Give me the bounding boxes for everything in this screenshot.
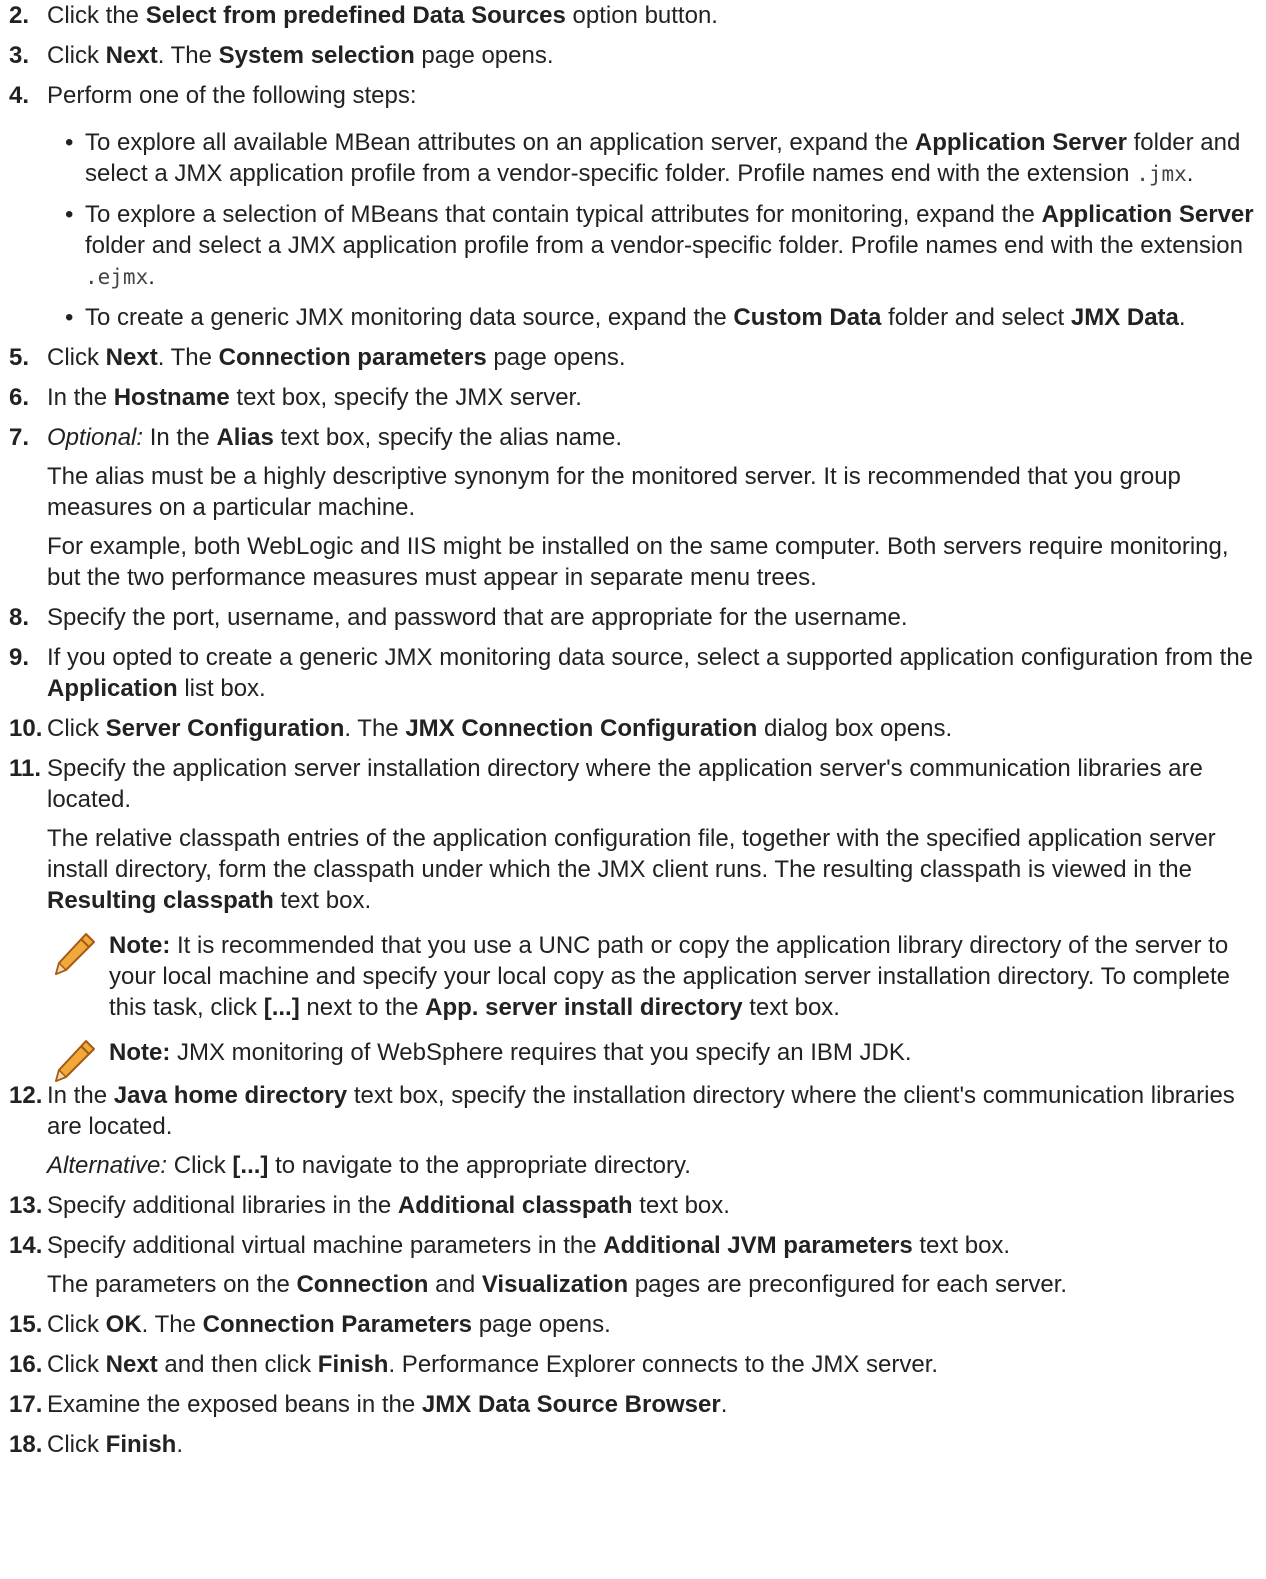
step-text xyxy=(47,602,1262,633)
step-number: 15. xyxy=(9,1311,43,1338)
step-text xyxy=(47,1309,1262,1340)
step-number: 10. xyxy=(9,715,43,742)
step-paragraph xyxy=(47,531,1262,593)
text-run: text box, specify the JMX server. xyxy=(229,384,582,411)
step-item xyxy=(0,80,1266,333)
step-text xyxy=(47,80,1262,111)
text-run: . xyxy=(1186,160,1194,187)
text-run: . The xyxy=(157,42,219,69)
text-run: Click xyxy=(47,1351,106,1378)
step-item xyxy=(0,1190,1266,1221)
text-run: Perform one of the following steps: xyxy=(47,82,417,109)
step-number: 18. xyxy=(9,1431,43,1458)
step-text xyxy=(47,1190,1262,1221)
text-run: The relative classpath entries of the application configuration file, together with the specified application server install directory, form the classpath under which the JMX client runs. The resulting classpath is viewed in the xyxy=(47,825,1216,883)
step-item xyxy=(0,1309,1266,1340)
text-run: next to the xyxy=(299,994,426,1021)
text-run: page opens. xyxy=(486,344,626,371)
step-text xyxy=(47,713,1262,744)
bold-term: Note: xyxy=(109,932,171,959)
step-text xyxy=(47,1389,1262,1420)
bullet-item xyxy=(47,127,1262,190)
text-run: Click xyxy=(47,1311,106,1338)
text-run: . The xyxy=(344,715,406,742)
text-run: The parameters on the xyxy=(47,1271,297,1298)
step-text xyxy=(47,40,1262,71)
step-paragraph xyxy=(47,1269,1262,1300)
step-item xyxy=(0,0,1266,31)
text-run: Examine the exposed beans in the xyxy=(47,1391,422,1418)
step-number: 16. xyxy=(9,1351,43,1378)
step-item xyxy=(0,382,1266,413)
text-run: In the xyxy=(143,424,217,451)
bold-term: System selection xyxy=(218,42,415,69)
pencil-icon xyxy=(50,1037,98,1085)
step-text xyxy=(47,342,1262,373)
text-run: page opens. xyxy=(472,1311,611,1338)
text-run: . The xyxy=(157,344,219,371)
step-number: 3. xyxy=(9,42,30,69)
bullet-item xyxy=(47,199,1262,293)
note-text xyxy=(109,930,1262,1023)
text-run: To explore all available MBean attributes on an application server, expand the xyxy=(85,129,915,156)
step-text xyxy=(47,1349,1262,1380)
bold-term: JMX Data xyxy=(1070,304,1179,331)
bold-term: [...] xyxy=(232,1152,269,1179)
step-number: 11. xyxy=(9,755,42,782)
bold-term: Connection parameters xyxy=(218,344,487,371)
step-number: 2. xyxy=(9,2,30,29)
text-run: Click xyxy=(47,715,106,742)
text-run: list box. xyxy=(177,675,266,702)
text-run: folder and select a JMX application profile from a vendor-specific folder. Profile names end with the extension xyxy=(85,232,1243,259)
text-run: Click the xyxy=(47,2,146,29)
step-paragraph xyxy=(47,1150,1262,1181)
bold-term: Visualization xyxy=(481,1271,629,1298)
text-run: text box. xyxy=(742,994,840,1021)
step-item xyxy=(0,642,1266,704)
step-item xyxy=(0,602,1266,633)
text-run: dialog box opens. xyxy=(757,715,953,742)
bold-term: Finish xyxy=(317,1351,389,1378)
step-text xyxy=(47,0,1262,31)
step-item xyxy=(0,1080,1266,1181)
step-number: 17. xyxy=(9,1391,43,1418)
bold-term: OK xyxy=(105,1311,142,1338)
bold-term: Custom Data xyxy=(733,304,882,331)
text-run: text box, specify the installation directory where the client's communication libraries are located. xyxy=(47,1082,1235,1140)
step-number: 4. xyxy=(9,82,30,109)
step-item xyxy=(0,753,1266,1068)
note-block xyxy=(47,930,1262,1023)
text-run: text box. xyxy=(632,1192,730,1219)
step-text xyxy=(47,382,1262,413)
bold-term: Next xyxy=(105,42,158,69)
text-run: In the xyxy=(47,384,114,411)
step-number: 12. xyxy=(9,1082,43,1109)
text-run: To create a generic JMX monitoring data source, expand the xyxy=(85,304,734,331)
bullet-icon: • xyxy=(65,129,74,156)
pencil-icon xyxy=(50,930,98,978)
text-run: Specify additional virtual machine parameters in the xyxy=(47,1232,604,1259)
bold-term: Additional JVM parameters xyxy=(603,1232,913,1259)
text-run: Click xyxy=(47,1431,106,1458)
step-item xyxy=(0,1230,1266,1300)
step-paragraph xyxy=(47,461,1262,523)
bold-term: Next xyxy=(105,1351,158,1378)
bold-term: Resulting classpath xyxy=(47,887,274,914)
text-run: To explore a selection of MBeans that contain typical attributes for monitoring, expand the xyxy=(85,201,1042,228)
text-run: . xyxy=(148,263,155,290)
step-item xyxy=(0,422,1266,593)
bold-term: Java home directory xyxy=(113,1082,348,1109)
step-number: 6. xyxy=(9,384,30,411)
step-item xyxy=(0,1389,1266,1420)
bold-term: JMX Data Source Browser xyxy=(421,1391,721,1418)
text-run: Click xyxy=(47,42,106,69)
text-run: . Performance Explorer connects to the JMX server. xyxy=(388,1351,939,1378)
text-run: to navigate to the appropriate directory. xyxy=(268,1152,691,1179)
step-item xyxy=(0,342,1266,373)
text-run: . xyxy=(720,1391,728,1418)
bullet-item xyxy=(47,302,1262,333)
text-run: folder and select a JMX application profile from a vendor-specific folder. Profile names end with the extension xyxy=(85,129,1241,187)
text-run: . xyxy=(1178,304,1186,331)
step-item xyxy=(0,40,1266,71)
text-run: text box. xyxy=(912,1232,1011,1259)
bullet-icon: • xyxy=(65,201,74,228)
text-run: Specify the application server installation directory where the application server's communication libraries are located. xyxy=(47,755,1203,813)
text-run: If you opted to create a generic JMX monitoring data source, select a supported application configuration from the xyxy=(47,644,1254,671)
bold-term: Note: xyxy=(109,1039,171,1066)
step-paragraph xyxy=(47,823,1262,916)
step-text xyxy=(47,1429,1262,1460)
step-number: 13. xyxy=(9,1192,43,1219)
text-run: The alias must be a highly descriptive synonym for the monitored server. It is recommended that you group measures on a particular machine. xyxy=(47,463,1181,521)
step-number: 14. xyxy=(9,1232,43,1259)
bold-term: Next xyxy=(105,344,158,371)
bold-term: Select from predefined Data Sources xyxy=(145,2,566,29)
text-run: JMX monitoring of WebSphere requires that you specify an IBM JDK. xyxy=(170,1039,912,1066)
text-run: pages are preconfigured for each server. xyxy=(628,1271,1068,1298)
text-run: . xyxy=(176,1431,184,1458)
text-run: For example, both WebLogic and IIS might be installed on the same computer. Both servers require monitoring, but the two performance measures must appear in separate menu trees. xyxy=(47,533,1229,591)
bold-term: Server Configuration xyxy=(105,715,345,742)
bold-term: Alias xyxy=(216,424,274,451)
text-run: and xyxy=(428,1271,482,1298)
italic-label: Optional: xyxy=(47,424,144,451)
bold-term: Additional classpath xyxy=(397,1192,633,1219)
bold-term: Application Server xyxy=(1041,201,1254,228)
text-run: text box, specify the alias name. xyxy=(273,424,623,451)
bullet-icon: • xyxy=(65,304,74,331)
step-text xyxy=(47,1080,1262,1142)
text-run: It is recommended that you use a UNC path or copy the application library directory of the server to your local machine and specify your local copy as the application server installation directory. To complete this task, click xyxy=(109,932,1231,1021)
text-run: option button. xyxy=(565,2,718,29)
code-extension: .ejmx xyxy=(85,265,149,289)
step-number: 5. xyxy=(9,344,30,371)
text-run: text box. xyxy=(273,887,372,914)
bold-term: Application Server xyxy=(914,129,1127,156)
code-extension: .jmx xyxy=(1136,162,1187,186)
step-number: 9. xyxy=(9,644,30,671)
text-run: Specify additional libraries in the xyxy=(47,1192,398,1219)
step-text xyxy=(47,422,1262,453)
bold-term: Connection Parameters xyxy=(202,1311,473,1338)
text-run: and then click xyxy=(157,1351,318,1378)
step-number: 8. xyxy=(9,604,30,631)
bold-term: App. server install directory xyxy=(425,994,743,1021)
bold-term: JMX Connection Configuration xyxy=(405,715,758,742)
step-text xyxy=(47,642,1262,704)
step-text xyxy=(47,753,1262,815)
step-item xyxy=(0,1349,1266,1380)
text-run: page opens. xyxy=(414,42,554,69)
bold-term: Hostname xyxy=(113,384,230,411)
text-run: Click xyxy=(47,344,106,371)
step-item xyxy=(0,713,1266,744)
step-number: 7. xyxy=(9,424,30,451)
bullet-list xyxy=(47,127,1262,333)
bold-term: Finish xyxy=(105,1431,177,1458)
text-run: In the xyxy=(47,1082,114,1109)
bold-term: Application xyxy=(47,675,178,702)
step-text xyxy=(47,1230,1262,1261)
text-run: folder and select xyxy=(881,304,1071,331)
text-run: . The xyxy=(141,1311,203,1338)
italic-label: Alternative: xyxy=(47,1152,168,1179)
note-text xyxy=(109,1037,1262,1068)
note-block xyxy=(47,1037,1262,1068)
bold-term: Connection xyxy=(296,1271,429,1298)
bold-term: [...] xyxy=(263,994,300,1021)
text-run: Specify the port, username, and password that are appropriate for the username. xyxy=(47,604,908,631)
text-run: Click xyxy=(167,1152,233,1179)
step-item xyxy=(0,1429,1266,1460)
